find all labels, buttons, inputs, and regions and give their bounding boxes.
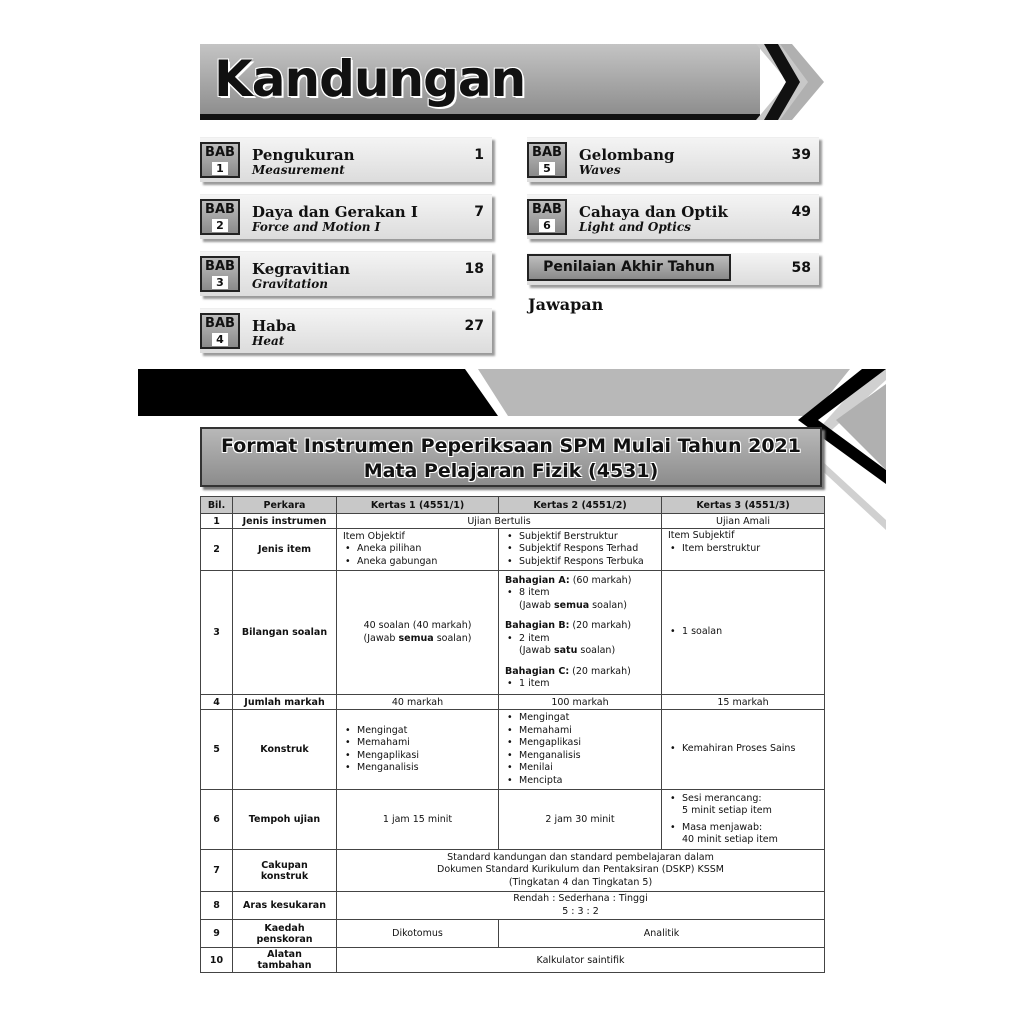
page-title: Kandungan <box>214 50 526 108</box>
list-item: • 8 item <box>519 587 655 600</box>
list-item: • Masa menjawab: <box>682 822 818 835</box>
table-row: 2 Jenis item Item Objektif • Aneka pilihan • Aneka gabungan • Subjektif Berstruktur • Subjektif Respons Terhad • Subjektif Respons Terbuka Item Subjektif • Item berstruktur <box>201 529 825 571</box>
toc-page-number: 1 <box>474 147 484 163</box>
bab-badge: BAB 5 <box>527 142 567 178</box>
list-item: • Memahami <box>357 737 492 750</box>
table-header-row <box>201 497 825 514</box>
format-title-box <box>200 427 822 487</box>
list-item: • Mengingat <box>357 725 492 738</box>
toc-page-number: 27 <box>464 318 484 334</box>
list-item: • 2 item <box>519 633 655 646</box>
list-item: • Memahami <box>519 725 655 738</box>
header-kertas-2: Kertas 2 (4551/2) <box>499 497 662 514</box>
table-row: 8 Aras kesukaran Rendah : Sederhana : Tinggi 5 : 3 : 2 <box>201 892 825 920</box>
list-item: • Subjektif Respons Terhad <box>519 543 655 556</box>
list-item: • Item berstruktur <box>682 543 818 556</box>
toc-title: Kegravitian <box>252 260 351 278</box>
list-item: • Menilai <box>519 762 655 775</box>
list-item: • Subjektif Berstruktur <box>519 531 655 544</box>
bab-badge: BAB 2 <box>200 199 240 235</box>
bab-badge: BAB 1 <box>200 142 240 178</box>
bab-badge: BAB 3 <box>200 256 240 292</box>
toc-title: Cahaya dan Optik <box>579 203 728 221</box>
list-item: • 1 soalan <box>682 626 818 639</box>
toc-subtitle: Gravitation <box>252 277 329 291</box>
header-kertas-3: Kertas 3 (4551/3) <box>662 497 825 514</box>
list-item: • Mengaplikasi <box>519 737 655 750</box>
list-item: • Sesi merancang: <box>682 793 818 806</box>
bab-badge: BAB 4 <box>200 313 240 349</box>
toc-page-number: 49 <box>791 204 811 220</box>
list-item: • Subjektif Respons Terbuka <box>519 556 655 569</box>
list-item: • Mengingat <box>519 712 655 725</box>
list-item: • 1 item <box>519 678 655 691</box>
list-item: • Aneka pilihan <box>357 543 492 556</box>
toc-subtitle: Force and Motion I <box>252 220 381 234</box>
toc-title: Pengukuran <box>252 146 355 164</box>
toc-page-number: 39 <box>791 147 811 163</box>
table-row: 6 Tempoh ujian 1 jam 15 minit 2 jam 30 minit • Sesi merancang: 5 minit setiap item • Masa menjawab: 40 minit setiap item <box>201 790 825 850</box>
header-bil: Bil. <box>201 497 233 514</box>
table-row: 1 Jenis instrumen Ujian Bertulis Ujian Amali <box>201 514 825 529</box>
toc-subtitle: Light and Optics <box>579 220 691 234</box>
table-row: 5 Konstruk • Mengingat • Memahami • Mengaplikasi • Menganalisis • Mengingat • Memahami • Mengaplikasi • Menganalisis • Menilai • Mencipta • Kemahiran Proses Sains <box>201 710 825 790</box>
list-item: • Menganalisis <box>519 750 655 763</box>
table-row: 9 Kaedah penskoran Dikotomus Analitik <box>201 920 825 948</box>
penilaian-label: Penilaian Akhir Tahun <box>527 254 731 281</box>
list-item: • Aneka gabungan <box>357 556 492 569</box>
toc-title: Haba <box>252 317 297 335</box>
jawapan-link[interactable]: Jawapan <box>528 295 604 314</box>
table-row: 4 Jumlah markah 40 markah 100 markah 15 markah <box>201 695 825 710</box>
toc-title: Gelombang <box>579 146 675 164</box>
list-item: • Mencipta <box>519 775 655 788</box>
table-row: 3 Bilangan soalan 40 soalan (40 markah) (Jawab semua soalan) Bahagian A: (60 markah) • 8 item (Jawab semua soalan) Bahagian B: (20 markah) • 2 item (Jawab satu soalan) Bahagian C: (20 markah) • 1 item • 1 soalan <box>201 571 825 695</box>
list-item: • Kemahiran Proses Sains <box>682 743 818 756</box>
bab-badge: BAB 6 <box>527 199 567 235</box>
format-title-line-1: Format Instrumen Peperiksaan SPM Mulai Tahun 2021 <box>220 435 801 457</box>
exam-format-table <box>200 496 825 973</box>
table-row: 7 Cakupan konstruk Standard kandungan dan standard pembelajaran dalam Dokumen Standard Kurikulum dan Pentaksiran (DSKP) KSSM (Tingkatan 4 dan Tingkatan 5) <box>201 850 825 892</box>
toc-page-number: 58 <box>791 260 811 276</box>
toc-subtitle: Waves <box>579 163 621 177</box>
header-perkara: Perkara <box>233 497 337 514</box>
toc-subtitle: Heat <box>252 334 285 348</box>
toc-subtitle: Measurement <box>252 163 345 177</box>
format-title-line-2: Mata Pelajaran Fizik (4531) <box>363 460 659 482</box>
list-item: • Mengaplikasi <box>357 750 492 763</box>
toc-page-number: 7 <box>474 204 484 220</box>
table-row: 10 Alatan tambahan Kalkulator saintifik <box>201 948 825 973</box>
list-item: • Menganalisis <box>357 762 492 775</box>
toc-page-number: 18 <box>464 261 484 277</box>
header-kertas-1: Kertas 1 (4551/1) <box>337 497 499 514</box>
toc-title: Daya dan Gerakan I <box>252 203 418 221</box>
